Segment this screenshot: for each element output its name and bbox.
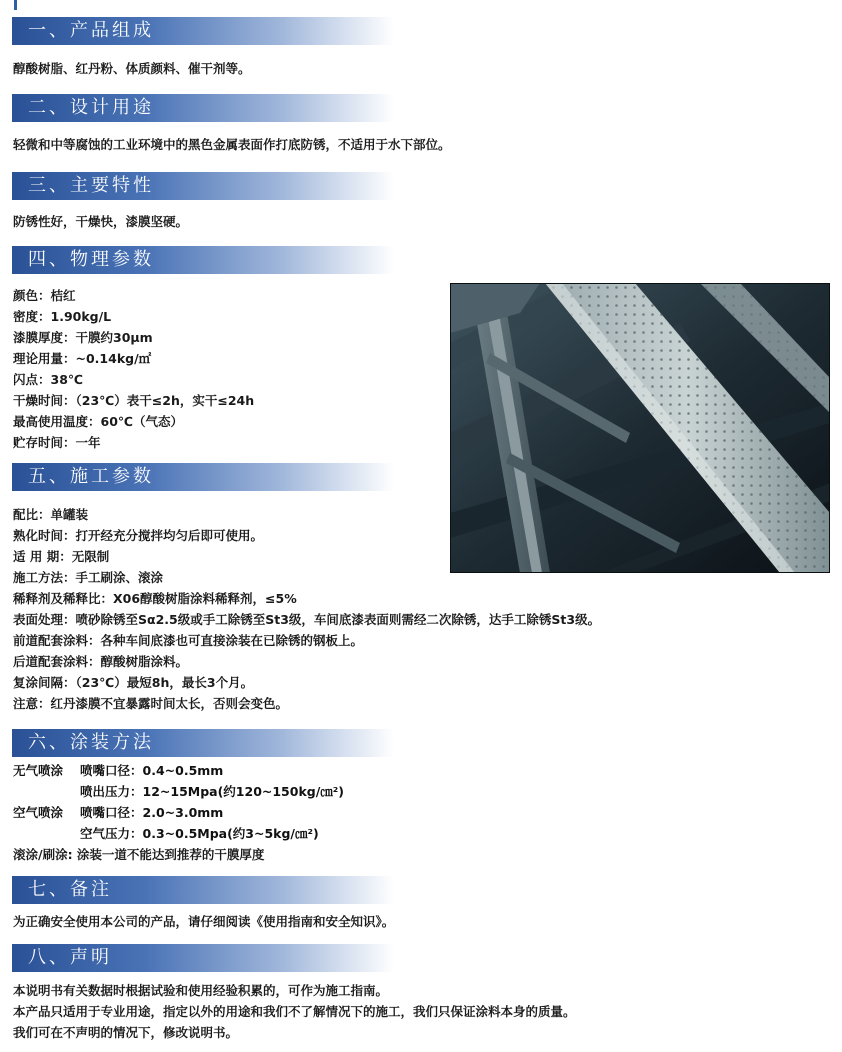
top-accent-bar — [14, 0, 17, 10]
application-line: 熟化时间：打开经充分搅拌均匀后即可使用。 — [13, 528, 264, 543]
physical-line: 最高使用温度：60℃（气态） — [13, 414, 184, 429]
physical-line: 理论用量：~0.14kg/㎡ — [13, 351, 152, 366]
physical-line: 颜色：桔红 — [13, 288, 76, 303]
section-header-features — [12, 172, 394, 200]
section-title: 三、主要特性 — [28, 175, 154, 196]
roll-brush-note: 滚涂/刷涂: 涂装一道不能达到推荐的干膜厚度 — [13, 847, 265, 862]
airless-spray-label: 无气喷涂 — [13, 763, 64, 778]
section-title: 五、施工参数 — [28, 466, 154, 487]
application-line: 表面处理：喷砂除锈至Sα2.5级或手工除锈至St3级，车间底漆表面则需经二次除锈，达手工除锈St3级。 — [13, 612, 601, 627]
application-line: 复涂间隔：（23℃）最短8h，最长3个月。 — [13, 675, 254, 690]
airless-pressure: 喷出压力：12~15Mpa(约120~150kg/㎝²) — [80, 784, 344, 799]
physical-line: 漆膜厚度：干膜约30μm — [13, 330, 153, 345]
section-header-coating-method — [12, 729, 394, 757]
statement-line: 本产品只适用于专业用途，指定以外的用途和我们不了解情况下的施工，我们只保证涂料本身的质量。 — [13, 1004, 576, 1019]
application-line: 适 用 期：无限制 — [13, 549, 110, 564]
physical-line: 闪点：38℃ — [13, 372, 84, 387]
statement-line: 我们可在不声明的情况下，修改说明书。 — [13, 1025, 239, 1040]
air-pressure: 空气压力：0.3~0.5Mpa(约3~5kg/㎝²) — [80, 826, 319, 841]
application-line: 后道配套涂料：醇酸树脂涂料。 — [13, 654, 189, 669]
application-line: 施工方法：手工刷涂、滚涂 — [13, 570, 164, 585]
section-title: 六、涂装方法 — [28, 732, 154, 753]
section-header-composition — [12, 17, 394, 45]
remarks-text: 为正确安全使用本公司的产品，请仔细阅读《使用指南和安全知识》。 — [13, 914, 395, 929]
application-line: 前道配套涂料：各种车间底漆也可直接涂装在已除锈的钢板上。 — [13, 633, 364, 648]
section-header-purpose — [12, 94, 394, 122]
section-title: 一、产品组成 — [28, 20, 154, 41]
physical-line: 干燥时间：（23℃）表干≤2h，实干≤24h — [13, 393, 255, 408]
section-header-physical — [12, 246, 394, 274]
section-title: 七、备注 — [28, 879, 112, 900]
section-title: 二、设计用途 — [28, 97, 154, 118]
section-title: 八、声明 — [28, 947, 112, 968]
air-nozzle: 喷嘴口径：2.0~3.0mm — [80, 805, 224, 820]
features-text: 防锈性好，干燥快，漆膜坚硬。 — [13, 214, 189, 229]
application-line: 注意：红丹漆膜不宜暴露时间太长，否则会变色。 — [13, 696, 289, 711]
section-title: 四、物理参数 — [28, 249, 154, 270]
composition-text: 醇酸树脂、红丹粉、体质颜料、催干剂等。 — [13, 61, 251, 76]
section-header-application — [12, 463, 394, 491]
physical-line: 贮存时间：一年 — [13, 435, 101, 450]
airless-nozzle: 喷嘴口径：0.4~0.5mm — [80, 763, 224, 778]
purpose-text: 轻微和中等腐蚀的工业环境中的黑色金属表面作打底防锈，不适用于水下部位。 — [13, 137, 451, 152]
section-header-statement — [12, 944, 394, 972]
air-spray-label: 空气喷涂 — [13, 805, 64, 820]
steel-bridge-girders-photo — [450, 283, 830, 573]
section-header-remarks — [12, 876, 394, 904]
application-line: 配比：单罐装 — [13, 507, 89, 522]
steel-girders-illustration — [450, 283, 830, 573]
application-line: 稀释剂及稀释比：X06醇酸树脂涂料稀释剂，≤5% — [13, 591, 297, 606]
statement-line: 本说明书有关数据时根据试验和使用经验积累的，可作为施工指南。 — [13, 983, 389, 998]
physical-line: 密度：1.90kg/L — [13, 309, 112, 324]
